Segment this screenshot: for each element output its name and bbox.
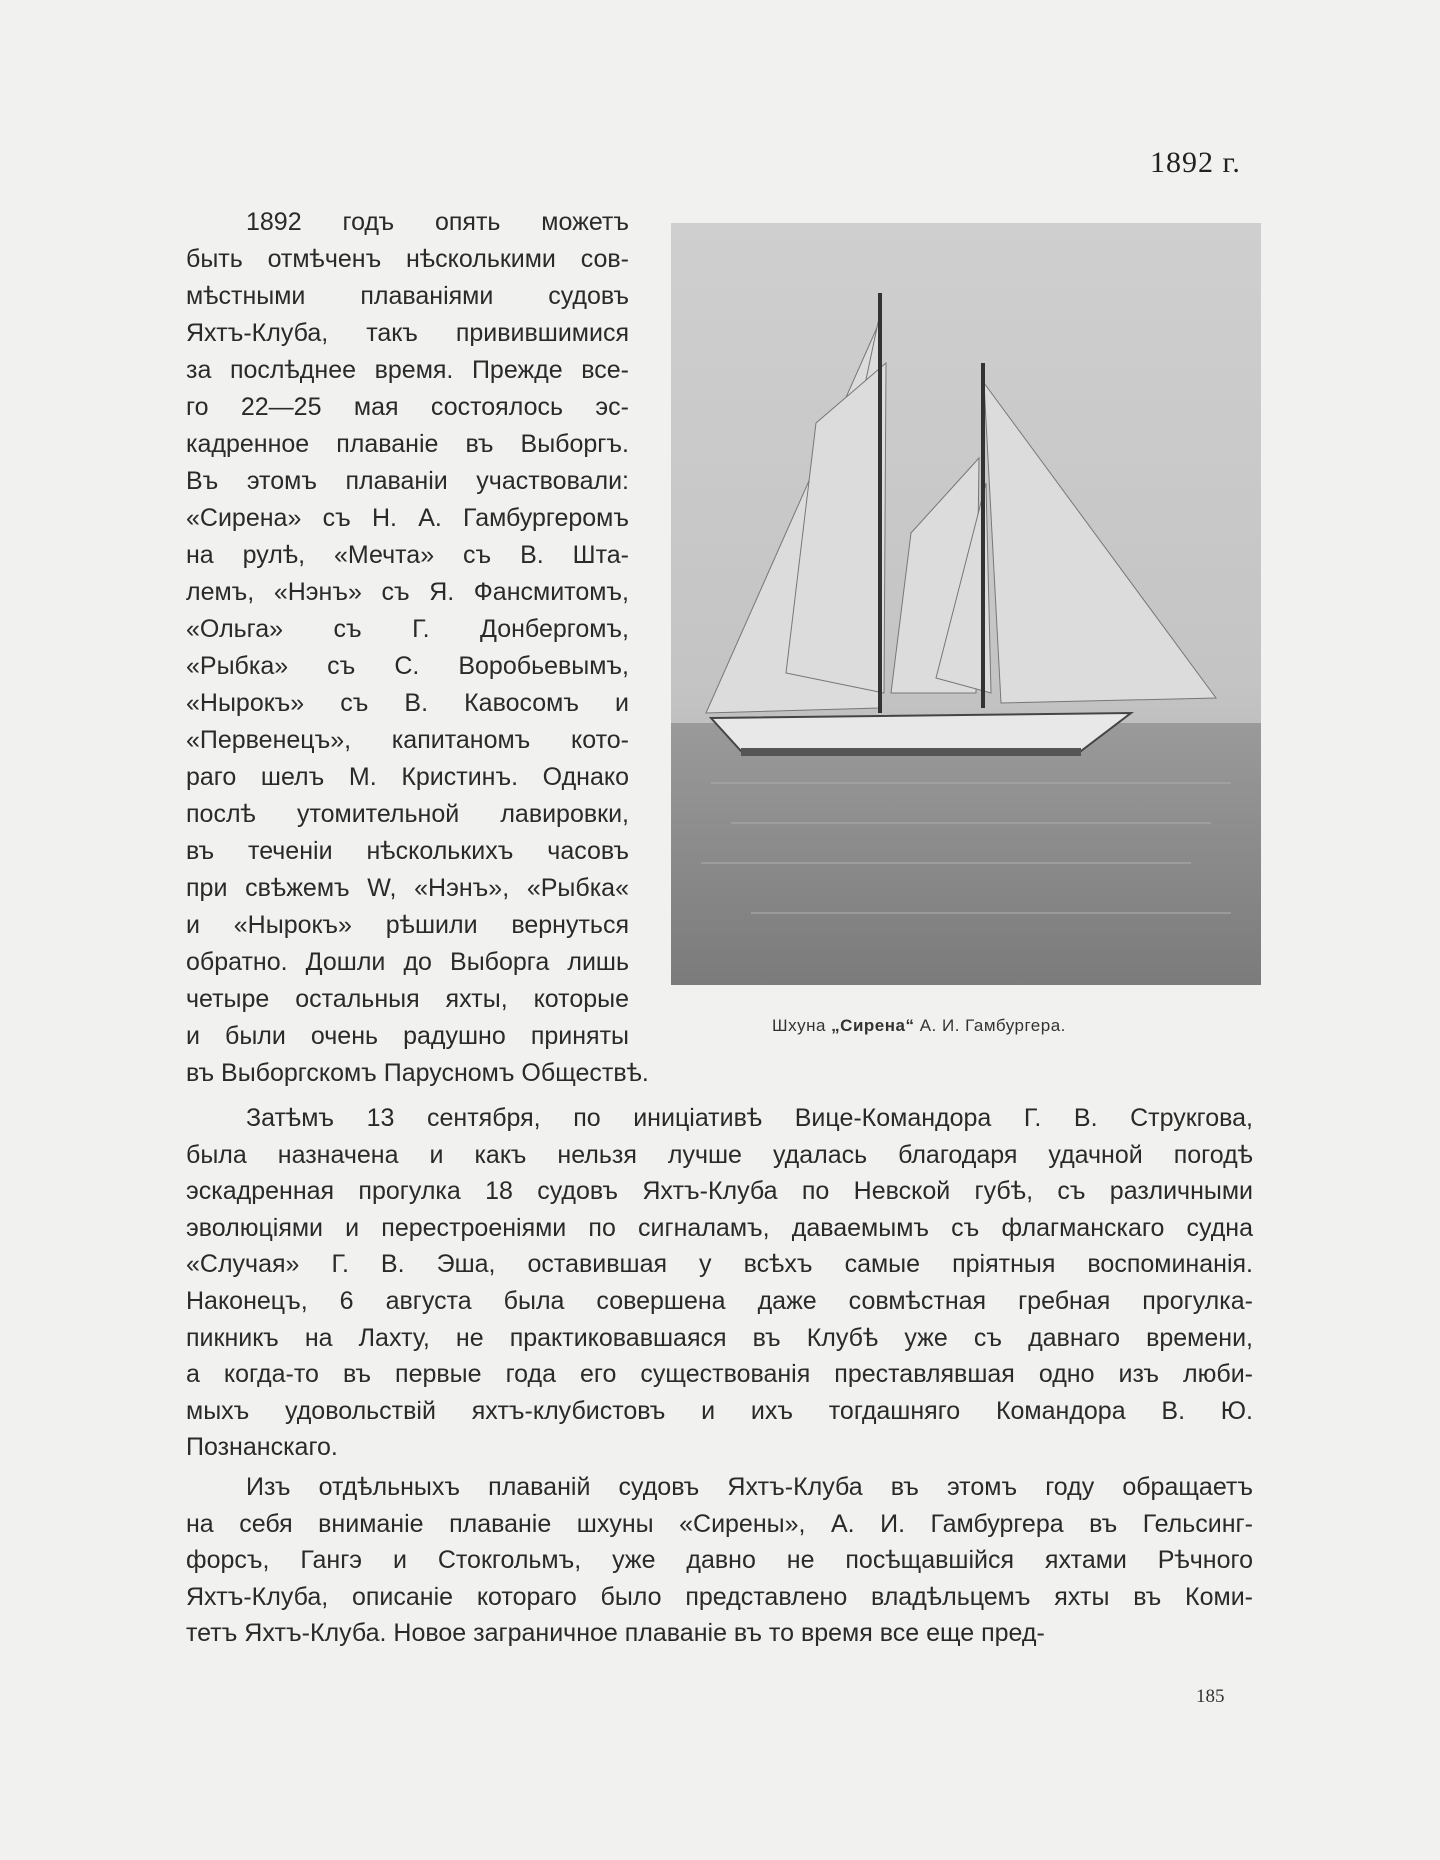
text-line: обратно. Дошли до Выборга лишь — [186, 948, 629, 976]
text-line: «Нырокъ» съ В. Кавосомъ и — [186, 689, 629, 717]
text-line: а когда-то въ первые года его существованія преставлявшая одно изъ люби- — [186, 1360, 1253, 1389]
text-line: и «Нырокъ» рѣшили вернуться — [186, 911, 629, 939]
running-header-year: 1892 г. — [1150, 146, 1241, 179]
caption-ship-name: „Сирена“ — [831, 1016, 915, 1035]
text-line: на себя вниманіе плаваніе шхуны «Сирены», А. И. Гамбургера въ Гельсинг- — [186, 1509, 1253, 1538]
text-line: 1892 годъ опять можетъ — [246, 208, 629, 236]
text-line: быть отмѣченъ нѣсколькими сов- — [186, 245, 629, 273]
text-line: «Ольга» съ Г. Донбергомъ, — [186, 615, 629, 643]
text-line: го 22—25 мая состоялось эс- — [186, 393, 629, 421]
text-line: послѣ утомительной лавировки, — [186, 800, 629, 828]
schooner-photo — [671, 223, 1261, 985]
text-line: въ Выборгскомъ Парусномъ Обществѣ. — [186, 1059, 649, 1087]
text-line: лемъ, «Нэнъ» съ Я. Фансмитомъ, — [186, 578, 629, 606]
text-line: за послѣднее время. Прежде все- — [186, 356, 629, 384]
paragraph-2 — [186, 1469, 1253, 1652]
text-line: Яхтъ-Клуба, такъ привившимися — [186, 319, 629, 347]
text-line: форсъ, Гангэ и Стокгольмъ, уже давно не посѣщавшійся яхтами Рѣчного — [186, 1546, 1253, 1575]
text-line: кадренное плаваніе въ Выборгъ. — [186, 430, 629, 458]
text-line: «Сирена» съ Н. А. Гамбургеромъ — [186, 504, 629, 532]
text-line: «Рыбка» съ С. Воробьевымъ, — [186, 652, 629, 680]
text-line: Изъ отдѣльныхъ плаваній судовъ Яхтъ-Клуба въ этомъ году обращаетъ — [246, 1473, 1253, 1501]
text-line: была назначена и какъ нельзя лучше удалась благодаря удачной погодѣ — [186, 1140, 1253, 1169]
text-line: и были очень радушно приняты — [186, 1022, 629, 1050]
text-line: въ теченіи нѣсколькихъ часовъ — [186, 837, 629, 865]
text-line: «Первенецъ», капитаномъ кото- — [186, 726, 629, 754]
text-line: четыре остальныя яхты, которые — [186, 985, 629, 1013]
text-line: Въ этомъ плаваніи участвовали: — [186, 467, 629, 495]
text-line: Яхтъ-Клуба, описаніе котораго было представлено владѣльцемъ яхты въ Коми- — [186, 1582, 1253, 1611]
left-column-text — [186, 204, 649, 1092]
text-line: Наконецъ, 6 августа была совершена даже совмѣстная гребная прогулка- — [186, 1286, 1253, 1315]
figure-caption — [772, 1016, 1066, 1036]
caption-suffix: А. И. Гамбургера. — [919, 1016, 1066, 1035]
text-line: мыхъ удовольствій яхтъ-клубистовъ и ихъ тогдашняго Командора В. Ю. — [186, 1396, 1253, 1425]
text-line: пикникъ на Лахту, не практиковавшаяся въ Клубѣ уже съ давнаго времени, — [186, 1323, 1253, 1352]
text-line: Затѣмъ 13 сентября, по иниціативѣ Вице-Командора Г. В. Струкгова, — [246, 1104, 1253, 1132]
text-line: «Случая» Г. В. Эша, оставившая у всѣхъ самые пріятныя воспоминанія. — [186, 1250, 1253, 1279]
text-line: тетъ Яхтъ-Клуба. Новое заграничное плаваніе въ то время все еще пред- — [186, 1619, 1045, 1648]
text-line: раго шелъ М. Кристинъ. Однако — [186, 763, 629, 791]
text-line: мѣстными плаваніями судовъ — [186, 282, 629, 310]
caption-prefix: Шхуна — [772, 1016, 826, 1035]
text-line: Познанскаго. — [186, 1433, 338, 1462]
paragraph-1 — [186, 1100, 1253, 1466]
page-number: 185 — [1196, 1686, 1225, 1707]
text-line: на рулѣ, «Мечта» съ В. Шта- — [186, 541, 629, 569]
text-line: при свѣжемъ W, «Нэнъ», «Рыбка« — [186, 874, 629, 902]
text-line: эскадренная прогулка 18 судовъ Яхтъ-Клуба по Невской губѣ, съ различными — [186, 1177, 1253, 1206]
text-line: эволюціями и перестроеніями по сигналамъ, даваемымъ съ флагманскаго судна — [186, 1213, 1253, 1242]
